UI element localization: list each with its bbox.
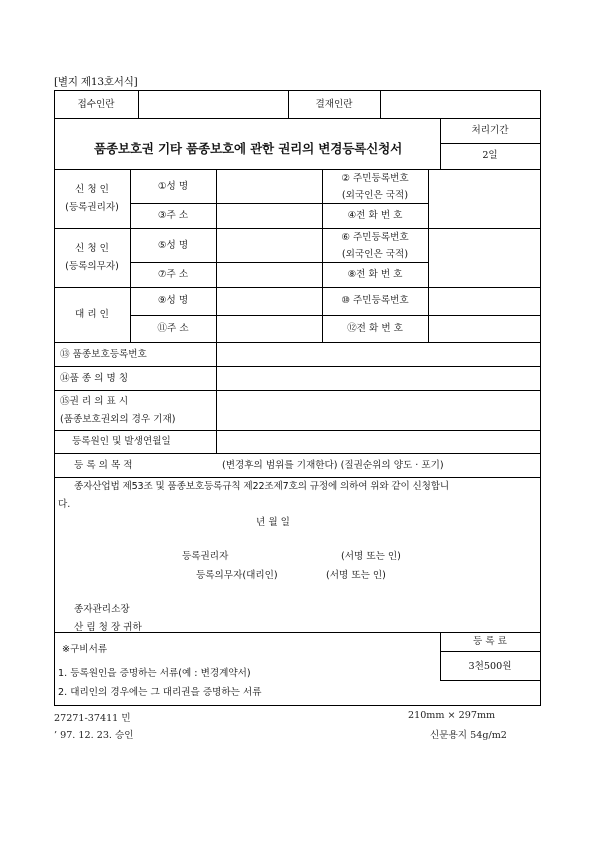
grid-line	[54, 430, 541, 431]
grid-line	[54, 169, 541, 170]
grid-line	[54, 228, 541, 229]
grid-line	[288, 90, 289, 118]
approval-date: ’ 97. 12. 23. 승인	[54, 730, 134, 741]
registration-number-label: ⑬ 품종보호등록번호	[60, 349, 147, 360]
grid-line	[54, 287, 541, 288]
receipt-label: 접수인란	[77, 99, 115, 110]
grid-line	[54, 118, 541, 119]
form-number: [별지 제13호서식]	[54, 76, 138, 88]
grid-line	[380, 90, 381, 118]
approval-label: 결재인란	[315, 99, 353, 110]
applicant-holder-label: 신 청 인	[75, 184, 109, 195]
fee-value: 3천500원	[468, 661, 512, 672]
approval-stamp-area[interactable]	[382, 92, 539, 116]
declaration-text: 종자산업법 제53조 및 품종보호등록규칙 제22조제7호의 규정에 의하여 위와 같이 신청합니	[74, 481, 449, 492]
grid-line	[440, 143, 541, 144]
paper-type: 신문용지 54g/m2	[430, 730, 507, 741]
holder-signature-label: 등록권리자	[182, 551, 229, 562]
grid-line	[54, 477, 541, 478]
obligor-id-label: ⑥ 주민등록번호	[341, 232, 409, 243]
required-document-1: 1. 등록원인을 증명하는 서류(예 : 변경계약서)	[58, 668, 251, 679]
agent-phone-label: ⑫전 화 번 호	[347, 323, 403, 334]
grid-line	[130, 315, 541, 316]
cause-date-label: 등록원인 및 발생연월일	[72, 436, 171, 447]
agent-address-label: ⑪주 소	[157, 323, 189, 334]
obligor-address-label: ⑦주 소	[157, 269, 189, 280]
application-date: 년 월 일	[256, 517, 290, 528]
grid-line	[440, 118, 441, 169]
grid-line	[130, 169, 131, 342]
holder-address-label: ③주 소	[157, 210, 189, 221]
purpose-note: (변경후의 범위를 기재한다) (질권순위의 양도 · 포기)	[222, 460, 444, 471]
grid-line	[54, 453, 541, 454]
addressee: 종자관리소장	[74, 604, 130, 615]
applicant-obligor-label: 신 청 인	[75, 243, 109, 254]
agent-label: 대 리 인	[75, 309, 109, 320]
grid-line	[440, 651, 541, 652]
rights-label: ⑮권 리 의 표 시	[60, 396, 129, 407]
variety-name-label: ⑭품 종 의 명 칭	[60, 373, 129, 384]
grid-line	[138, 90, 139, 118]
grid-line	[440, 632, 441, 680]
required-documents-title: ※구비서류	[62, 644, 108, 655]
holder-id-label: ② 주민등록번호	[341, 173, 409, 184]
receipt-stamp-area[interactable]	[140, 92, 286, 116]
holder-id-sublabel: (외국인은 국적)	[341, 190, 409, 201]
purpose-label: 등 록 의 목 적	[74, 460, 133, 471]
processing-period-value: 2일	[482, 150, 498, 161]
holder-signature-note: (서명 또는 인)	[341, 551, 401, 562]
grid-line	[428, 169, 429, 342]
fee-label: 등 록 료	[473, 636, 507, 647]
obligor-id-sublabel: (외국인은 국적)	[341, 249, 409, 260]
grid-line	[440, 680, 541, 681]
paper-size: 210mm × 297mm	[408, 710, 496, 721]
form-code: 27271-37411 민	[54, 713, 131, 724]
grid-line	[130, 203, 428, 204]
grid-line	[54, 390, 541, 391]
agent-id-label: ⑩ 주민등록번호	[341, 295, 409, 306]
declaration-text-end: 다.	[58, 499, 71, 510]
holder-phone-label: ④전 화 번 호	[347, 210, 403, 221]
addressee-forest-service: 산 림 청 장 귀하	[74, 622, 142, 633]
processing-period-label: 처리기간	[471, 125, 509, 136]
required-document-2: 2. 대리인의 경우에는 그 대리권을 증명하는 서류	[58, 687, 262, 698]
applicant-obligor-sublabel: (등록의무자)	[65, 261, 119, 272]
obligor-name-label: ⑤성 명	[157, 240, 189, 251]
grid-line	[322, 169, 323, 342]
obligor-phone-label: ⑧전 화 번 호	[347, 269, 403, 280]
rights-sublabel: (품종보호권외의 경우 기재)	[60, 414, 176, 425]
agent-name-label: ⑨성 명	[157, 295, 189, 306]
applicant-holder-sublabel: (등록권리자)	[65, 202, 119, 213]
grid-line	[130, 262, 428, 263]
obligor-signature-note: (서명 또는 인)	[326, 570, 386, 581]
grid-line	[54, 366, 541, 367]
grid-line	[54, 342, 541, 343]
holder-name-label: ①성 명	[157, 181, 189, 192]
obligor-signature-label: 등록의무자(대리인)	[196, 570, 278, 581]
form-title: 품종보호권 기타 품종보호에 관한 권리의 변경등록신청서	[93, 141, 403, 156]
grid-line	[216, 169, 217, 453]
